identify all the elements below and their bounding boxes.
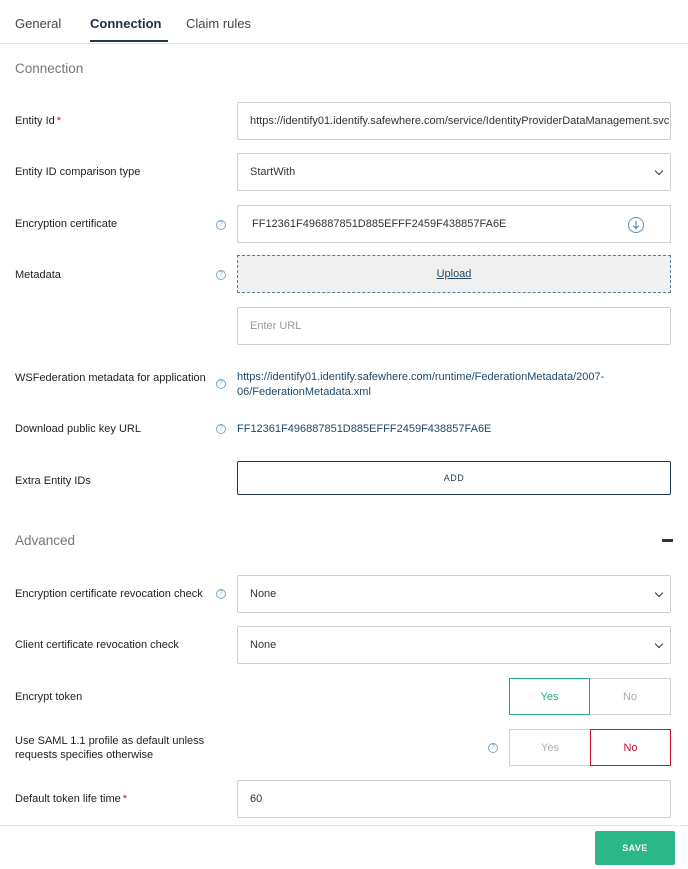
tab-connection[interactable]: Connection — [90, 16, 162, 31]
saml11-no-option[interactable]: No — [590, 729, 671, 766]
wsfed-metadata-link[interactable]: https://identify01.identify.safewhere.com/runtime/FederationMetadata/2007- 06/FederationMetadata.xml — [237, 371, 605, 398]
enc-revocation-value: None — [250, 588, 277, 600]
public-key-label: Download public key URL — [15, 423, 141, 435]
public-key-url[interactable]: FF12361F496887851D885EFFF2459F438857FA6E — [237, 423, 492, 435]
encryption-cert-label: Encryption certificate — [15, 218, 118, 230]
encrypt-token-label: Encrypt token — [15, 691, 83, 703]
help-icon[interactable]: ? — [216, 220, 226, 230]
footer-bar — [0, 825, 688, 869]
required-marker: * — [56, 115, 62, 127]
tab-claim-rules[interactable]: Claim rules — [186, 16, 252, 31]
tab-general[interactable]: General — [15, 16, 62, 31]
help-icon[interactable]: ? — [216, 270, 226, 280]
metadata-url-input[interactable]: Enter URL — [237, 307, 671, 345]
saml11-label: Use SAML 1.1 profile as default unless requests specifies otherwise — [15, 735, 205, 761]
entity-id-label: Entity Id * — [15, 115, 62, 127]
add-entity-id-button[interactable]: ADD — [237, 461, 671, 495]
entity-comparison-value: StartWith — [250, 166, 296, 178]
chevron-down-icon — [655, 589, 663, 597]
encrypt-token-toggle — [509, 678, 671, 715]
tab-bar — [0, 0, 688, 44]
extra-entity-ids-label: Extra Entity IDs — [15, 475, 91, 487]
entity-id-input[interactable]: https://identify01.identify.safewhere.com/service/IdentityProviderDataManagement.svc — [237, 102, 671, 140]
active-tab-indicator — [90, 40, 168, 42]
save-button[interactable]: SAVE — [595, 831, 675, 865]
chevron-down-icon — [655, 640, 663, 648]
encryption-cert-value: FF12361F496887851D885EFFF2459F438857FA6E — [252, 218, 507, 230]
help-icon[interactable]: ? — [216, 589, 226, 599]
wsfed-label: WSFederation metadata for application — [15, 372, 206, 384]
client-revocation-value: None — [250, 639, 277, 651]
collapse-icon[interactable] — [662, 539, 673, 542]
encryption-cert-field — [237, 205, 671, 243]
help-icon[interactable]: ? — [488, 743, 498, 753]
token-life-label: Default token life time * — [15, 793, 128, 805]
enc-revocation-select[interactable] — [237, 575, 671, 613]
enc-revocation-label: Encryption certificate revocation check — [15, 588, 203, 600]
saml11-toggle — [509, 729, 671, 766]
entity-comparison-label: Entity ID comparison type — [15, 166, 141, 178]
help-icon[interactable]: ? — [216, 424, 226, 434]
encrypt-token-yes-option[interactable]: Yes — [509, 678, 590, 715]
required-marker: * — [122, 793, 128, 805]
entity-comparison-select[interactable] — [237, 153, 671, 191]
advanced-section-title: Advanced — [15, 533, 76, 548]
help-icon[interactable]: ? — [216, 379, 226, 389]
chevron-down-icon — [655, 167, 663, 175]
token-life-input[interactable]: 60 — [237, 780, 671, 818]
connection-section-title: Connection — [15, 61, 84, 76]
client-revocation-select[interactable] — [237, 626, 671, 664]
metadata-label: Metadata — [15, 269, 61, 281]
metadata-upload-button[interactable]: Upload — [237, 255, 671, 293]
download-icon[interactable] — [628, 217, 644, 233]
client-revocation-label: Client certificate revocation check — [15, 639, 179, 651]
saml11-yes-option[interactable]: Yes — [509, 729, 590, 766]
encrypt-token-no-option[interactable]: No — [590, 678, 671, 715]
